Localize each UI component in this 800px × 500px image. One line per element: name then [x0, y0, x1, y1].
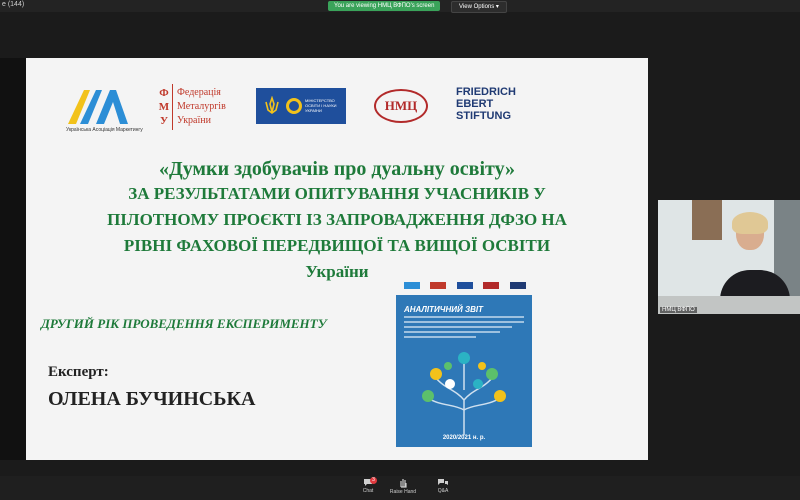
- title-line-1: «Думки здобувачів про дуальну освіту»: [158, 158, 516, 180]
- report-mini-logos: [404, 276, 532, 286]
- report-title: АНАЛІТИЧНИЙ ЗВІТ: [404, 305, 483, 314]
- federation-monogram-icon: Ф М У: [158, 87, 170, 127]
- title-line-3: ПІЛОТНОМУ ПРОЄКТІ ІЗ ЗАПРОВАДЖЕННЯ ДФЗО НА: [107, 210, 567, 229]
- wall-picture: [692, 200, 722, 240]
- mini-logo-1: [404, 282, 420, 289]
- fes-line3: STIFTUNG: [456, 110, 511, 122]
- title-line-5: України: [305, 262, 369, 281]
- video-participant-name: НМЦ ВФПО: [662, 307, 695, 313]
- chat-badge: 3: [370, 477, 377, 484]
- raise-hand-icon: [398, 478, 408, 488]
- fes-line2: EBERT: [456, 98, 494, 110]
- slide-subtitle: ДРУГИЙ РІК ПРОВЕДЕННЯ ЕКСПЕРИМЕНТУ: [41, 316, 327, 331]
- mini-logo-2: [430, 282, 446, 289]
- chat-button[interactable]: [348, 478, 388, 494]
- expert-name: ОЛЕНА БУЧИНСЬКА: [48, 388, 256, 410]
- fes-line1: FRIEDRICH: [456, 86, 516, 98]
- qa-icon: [437, 478, 449, 487]
- report-cover: [396, 295, 532, 447]
- shared-screen: [0, 58, 648, 460]
- chat-label: Chat: [362, 488, 374, 494]
- qa-label: Q&A: [437, 488, 449, 494]
- federation-name-line3: України: [177, 115, 211, 126]
- association-logo-icon: [66, 86, 130, 126]
- title-line-2: ЗА РЕЗУЛЬТАТАМИ ОПИТУВАННЯ УЧАСНИКІВ У: [128, 184, 546, 203]
- mini-logo-5: [510, 282, 526, 289]
- participant-video[interactable]: [658, 200, 800, 314]
- mini-logo-4: [483, 282, 499, 289]
- association-logo: [66, 86, 143, 136]
- view-options-button[interactable]: View Options ▾: [451, 1, 507, 13]
- person-hair: [732, 212, 768, 234]
- mini-logo-3: [457, 282, 473, 289]
- participants-count[interactable]: e (144): [2, 1, 25, 8]
- federation-name-line1: Федерація: [177, 87, 221, 98]
- ministry-name: МІНІСТЕРСТВО ОСВІТИ І НАУКИ УКРАЇНИ: [305, 98, 337, 113]
- ministry-ring-icon: [286, 98, 302, 114]
- meeting-controls: [0, 476, 800, 500]
- trident-icon: [262, 96, 282, 116]
- report-year: 2020/2021 н. р.: [442, 435, 486, 441]
- ministry-logo: [256, 88, 346, 124]
- nmc-logo: [372, 86, 430, 126]
- top-bar: [0, 0, 800, 12]
- federation-name-line2: Металургів: [177, 101, 226, 112]
- qa-button[interactable]: [423, 478, 463, 494]
- screen-share-banner: You are viewing НМЦ ВФПО's screen: [328, 1, 440, 11]
- raise-hand-label: Raise Hand: [389, 489, 417, 495]
- nmc-text: НМЦ: [384, 98, 418, 113]
- report-subtitle-lines: [404, 316, 524, 341]
- raise-hand-button[interactable]: [383, 478, 423, 495]
- fes-logo: [456, 86, 518, 126]
- title-line-4: РІВНІ ФАХОВОЇ ПЕРЕДВИЩОЇ ТА ВИЩОЇ ОСВІТИ: [123, 236, 551, 255]
- report-tree-icon: [396, 340, 532, 440]
- slide-title: [26, 158, 648, 285]
- federation-logo: [158, 84, 238, 130]
- federation-divider: [172, 84, 173, 130]
- association-name: Українська Асоціація Маркетингу: [66, 127, 143, 133]
- presentation-slide: [26, 58, 648, 460]
- expert-label: Експерт:: [48, 364, 109, 380]
